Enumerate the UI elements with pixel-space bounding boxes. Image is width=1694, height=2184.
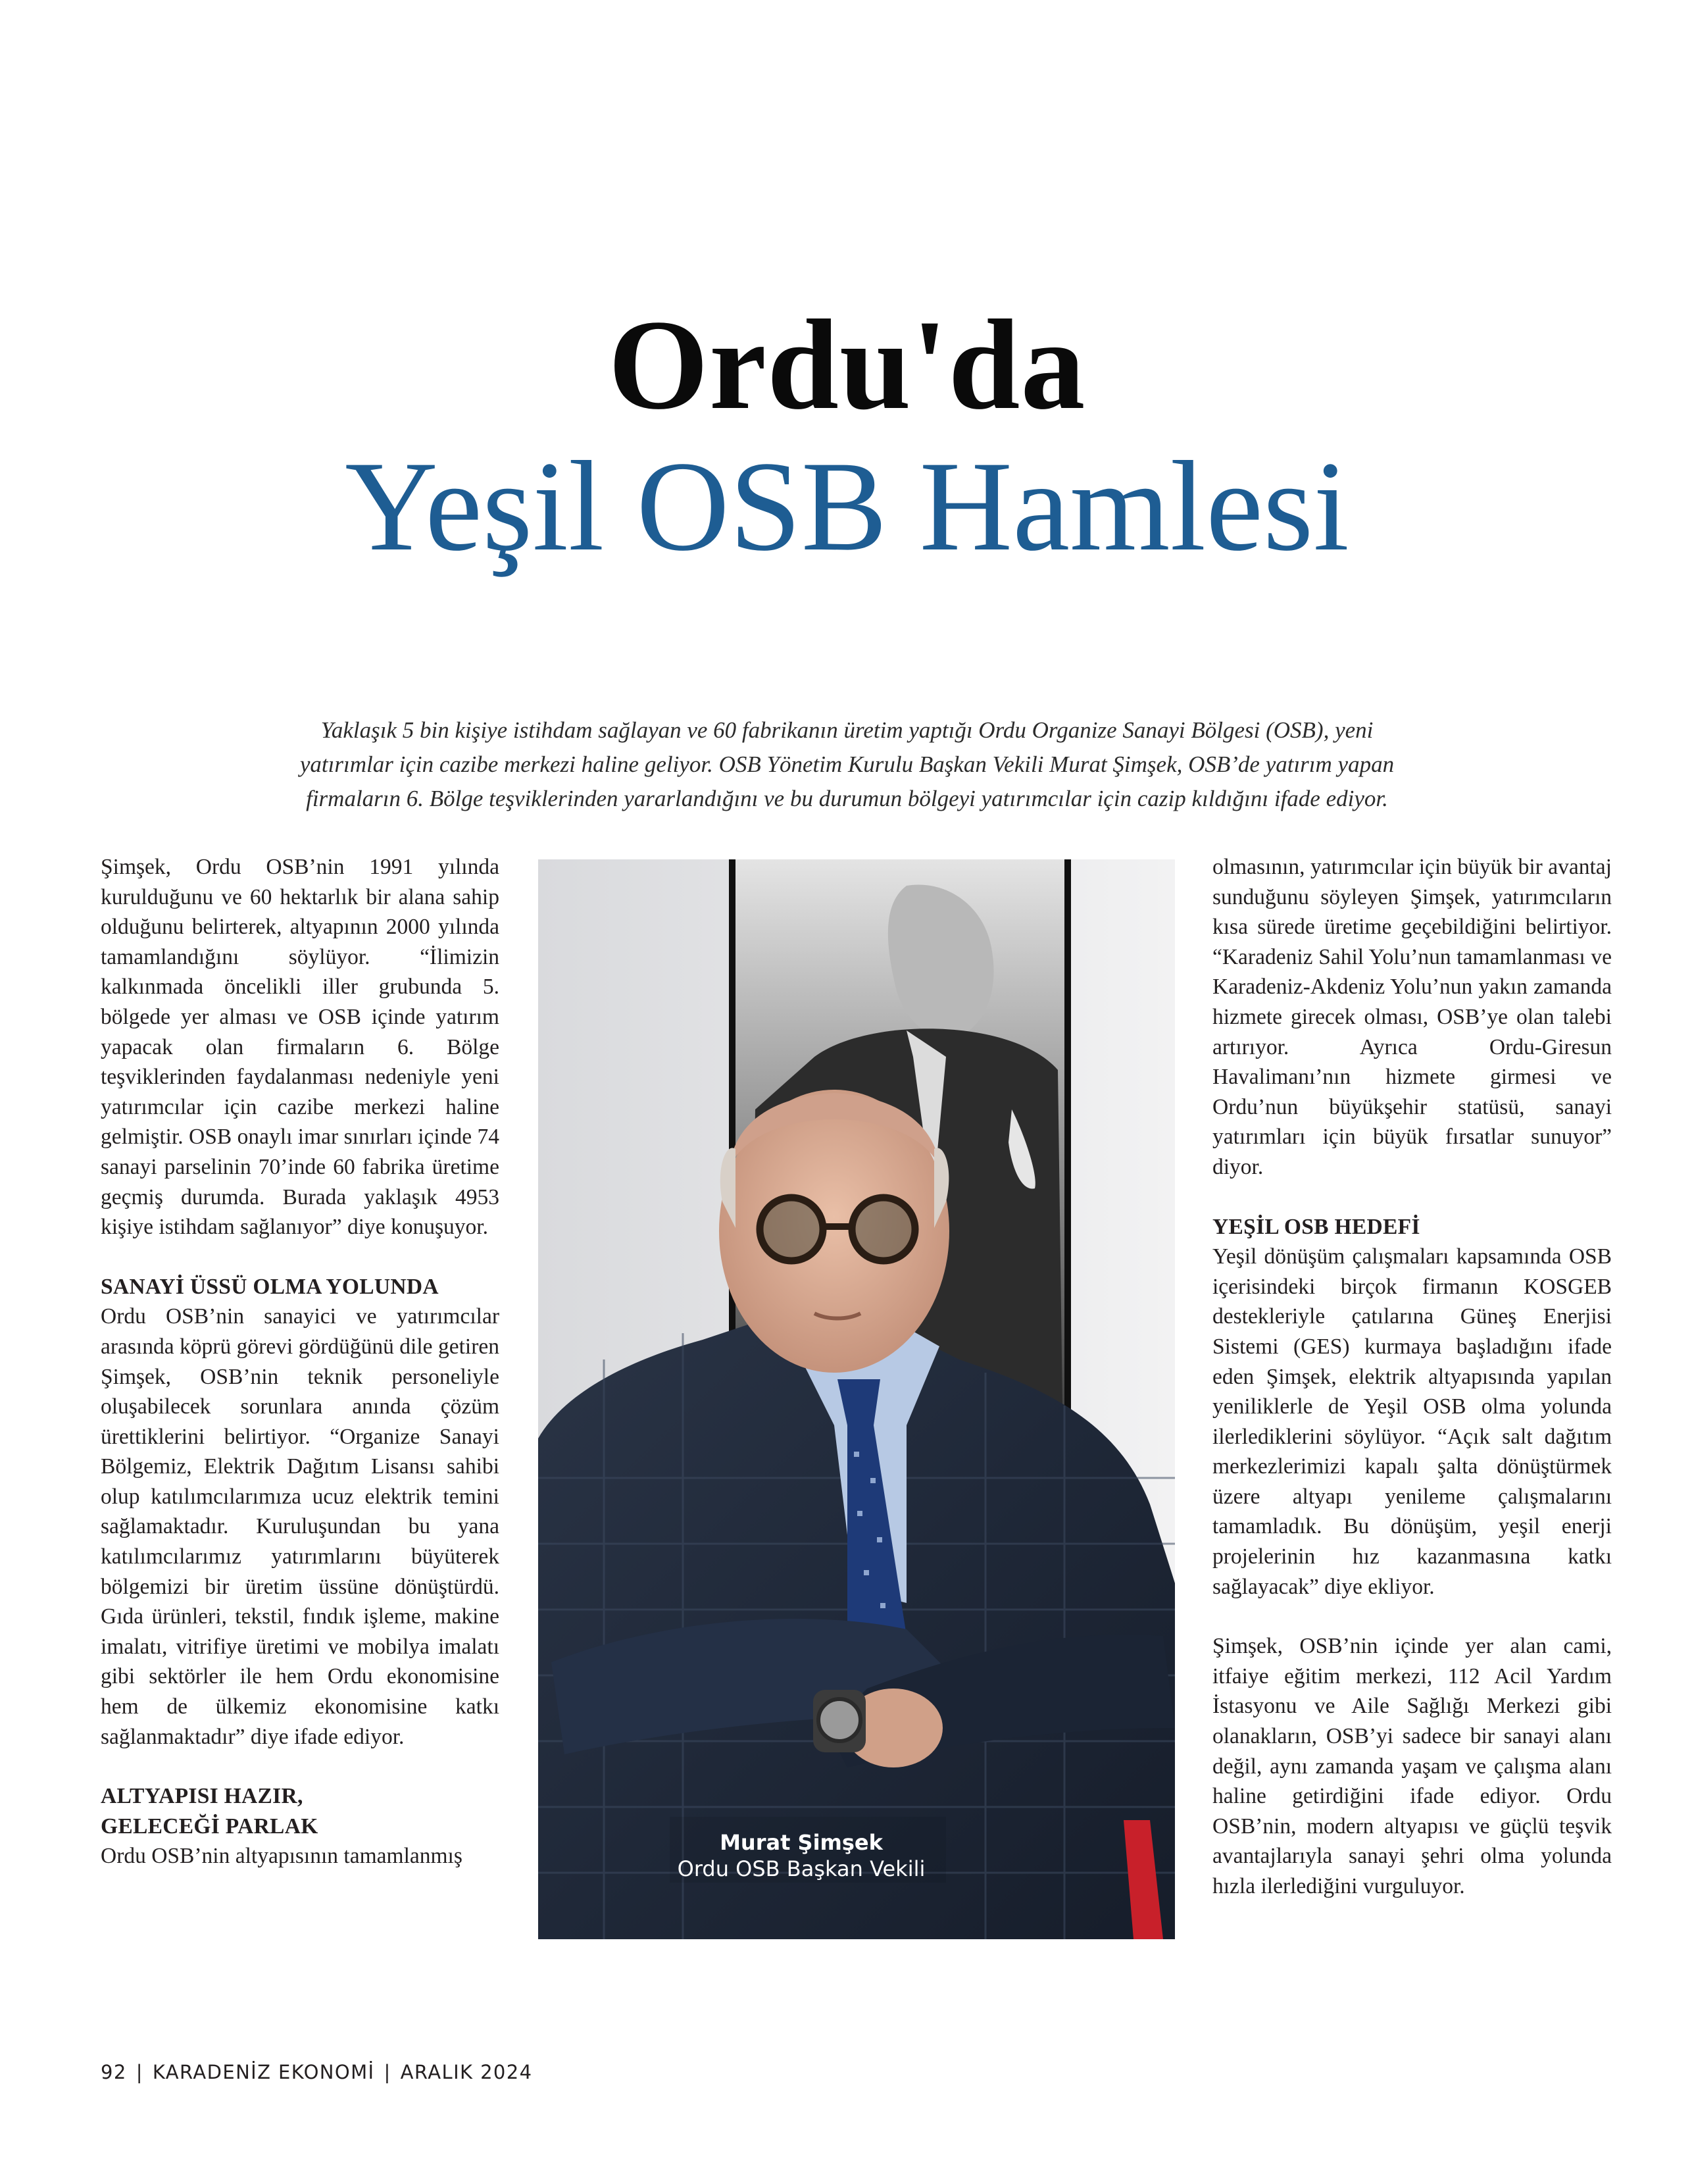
caption-title: Ordu OSB Başkan Vekili (677, 1856, 926, 1881)
photo-caption (538, 1829, 1064, 1882)
issue-date: ARALIK 2024 (400, 2061, 533, 2083)
magazine-name: KARADENİZ EKONOMİ (152, 2061, 375, 2083)
portrait-illustration (538, 859, 1175, 1939)
portrait-photo (538, 859, 1175, 1939)
caption-name: Murat Şimşek (720, 1830, 883, 1855)
subheading-altyapi-line-1: ALTYAPISI HAZIR, (101, 1784, 303, 1809)
lede-line-2: yatırımlar için cazibe merkezi haline geliyor. OSB Yönetim Kurulu Başkan Vekili Murat Şimşek, OSB’de yatırım yapan (299, 751, 1395, 777)
headline-line-1: Ordu'da (608, 293, 1086, 436)
footer-separator: | (384, 2061, 391, 2083)
right-text-column (1212, 852, 1612, 1902)
subheading-altyapi-line-2: GELECEĞİ PARLAK (101, 1814, 318, 1839)
paragraph-gap (1212, 1182, 1612, 1212)
paragraph-gap (101, 1242, 499, 1272)
left-text-column (101, 852, 499, 1871)
headline-line-2: Yeşil OSB Hamlesi (345, 435, 1349, 578)
lede-line-1: Yaklaşık 5 bin kişiye istihdam sağlayan ve 60 fabrikanın üretim yaptığı Ordu Organize Sanayi Bölgesi (OSB), yeni (320, 717, 1374, 743)
right-paragraph-1: olmasının, yatırımcılar için büyük bir avantaj sunduğunu söyleyen Şimşek, yatırımcıların kısa sürede üretime geçebildiğini belirtiyor. “Karadeniz Sahil Yolu’nun tamamlanması ve Karadeniz-Akdeniz Yolu’nun yakın zamanda hizmete girecek olması, OSB’ye olan talebi artırıyor. Ayrıca Ordu-Giresun Havalimanı’nın hizmete girmesi ve Ordu’nun büyükşehir statüsü, sanayi yatırımları için büyük fırsatlar sunuyor” diyor. (1212, 855, 1612, 1179)
footer-separator: | (136, 2061, 143, 2083)
article-lede (283, 713, 1411, 816)
paragraph-gap (101, 1752, 499, 1781)
page-number: 92 (101, 2061, 127, 2083)
subheading-sanayi-ussu: SANAYİ ÜSSÜ OLMA YOLUNDA (101, 1274, 439, 1299)
left-paragraph-2: Ordu OSB’nin sanayici ve yatırımcılar arasında köprü görevi gördüğünü dile getiren Şimşek, OSB’nin teknik personeliyle oluşabilecek sorunlara anında çözüm ürettiklerini belirtiyor. “Organize Sanayi Bölgemiz, Elektrik Dağıtım Lisansı sahibi olup katılımcılarımıza ucuz elektrik temini sağlamaktadır. Kuruluşundan bu yana katılımcılarımız yatırımlarını büyüterek bölgemizi bir üretim üssüne dönüştürdü. Gıda ürünleri, tekstil, fındık işleme, makine imalatı, vitrifiye üretimi ve mobilya imalatı gibi sektörler ile hem Ordu ekonomisine hem de ülkemiz ekonomisine katkı sağlanmaktadır” diye ifade ediyor. (101, 1304, 499, 1749)
subheading-yesil-osb: YEŞİL OSB HEDEFİ (1212, 1214, 1420, 1239)
page-footer (101, 2061, 532, 2083)
lede-line-3: firmaların 6. Bölge teşviklerinden yararlandığını ve bu durumun bölgeyi yatırımcılar için cazip kıldığını ifade ediyor. (306, 786, 1388, 811)
left-paragraph-1: Şimşek, Ordu OSB’nin 1991 yılında kurulduğunu ve 60 hektarlık bir alana sahip olduğunu belirterek, altyapının 2000 yılında tamamlandığını söylüyor. “İlimizin kalkınmada öncelikli iller grubunda 5. bölgede yer alması ve OSB içinde yatırım yapacak olan firmaların 6. Bölge teşviklerinden faydalanması nedeniyle yeni yatırımcılar için cazibe merkezi haline gelmiştir. OSB onaylı imar sınırları içinde 74 sanayi parselinin 70’inde 60 fabrika üretime geçmiş durumda. Burada yaklaşık 4953 kişiye istihdam sağlanıyor” diye konuşuyor. (101, 855, 499, 1240)
right-paragraph-2: Yeşil dönüşüm çalışmaları kapsamında OSB içerisindeki birçok firmanın KOSGEB destekleriyle çatılarına Güneş Enerjisi Sistemi (GES) kurmaya başladığını ifade eden Şimşek, elektrik altyapısında yapılan yeniliklerle de Yeşil OSB olma yolunda ilerlediklerini söylüyor. “Açık salt dağıtım merkezlerimizi kapalı şalta dönüştürmek üzere altyapı yenileme çalışmalarını tamamladık. Bu dönüşüm, yeşil enerji projelerinin hız kazanmasına katkı sağlayacak” diye ekliyor. (1212, 1244, 1612, 1599)
right-paragraph-3: Şimşek, OSB’nin içinde yer alan cami, itfaiye eğitim merkezi, 112 Acil Yardım İstasyonu ve Aile Sağlığı Merkezi gibi olanakların, OSB’yi sadece bir sanayi alanı değil, aynı zamanda yaşam ve çalışma alanı haline getirdiğini ifade ediyor. Ordu OSB’nin, modern altyapısı ve güçlü teşvik avantajlarıyla sanayi şehri olma yolunda hızla ilerlediğini vurguluyor. (1212, 1634, 1612, 1898)
paragraph-gap (1212, 1602, 1612, 1631)
left-paragraph-3: Ordu OSB’nin altyapısının tamamlanmış (101, 1844, 462, 1869)
